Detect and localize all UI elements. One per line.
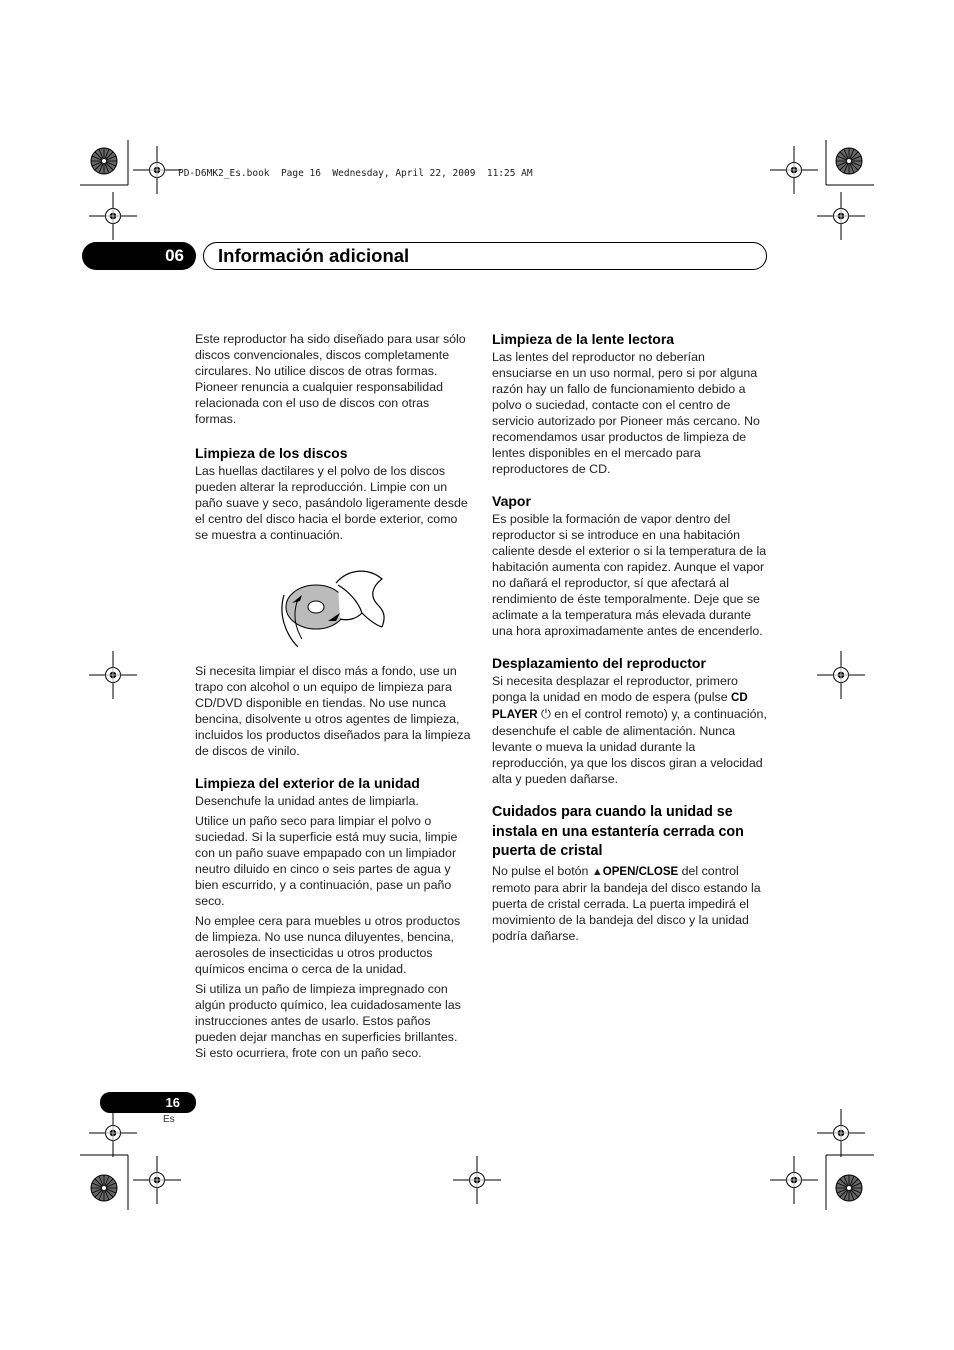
exterior-cleaning-paragraph-1: Desenchufe la unidad antes de limpiarla. (195, 794, 419, 808)
chapter-title: Información adicional (218, 245, 410, 266)
language-code: Es (163, 1114, 175, 1125)
power-icon: ⏻ (541, 707, 551, 721)
print-header: PD-D6MK2_Es.book Page 16 Wednesday, April 22, 2009 11:25 AM (178, 168, 533, 179)
heading-moving: Desplazamiento del reproductor (492, 655, 706, 671)
intro-paragraph: Este reproductor ha sido diseñado para usar sólo discos convencionales, discos completamente circulares. No utilice discos de otras formas. Pioneer renuncia a cualquier responsabilidad relacionada con el uso de discos con otras formas. (195, 332, 466, 426)
heading-vapor: Vapor (492, 493, 531, 509)
right-column (492, 331, 768, 948)
disc-cleaning-illustration (195, 547, 471, 663)
disc-cleaning-paragraph-2: Si necesita limpiar el disco más a fondo, use un trapo con alcohol o un equipo de limpieza para CD/DVD disponible en tiendas. No use nunca bencina, disolvente u otros agentes de limpieza, incluidos los productos diseñados para la limpieza de discos de vinilo. (195, 664, 471, 758)
left-column (195, 331, 471, 1065)
disc-wipe-icon (278, 565, 398, 649)
heading-disc-cleaning: Limpieza de los discos (195, 445, 348, 461)
eject-icon: ▲ (591, 865, 603, 878)
disc-cleaning-paragraph-1: Las huellas dactilares y el polvo de los discos pueden alterar la reproducción. Limpie con un paño suave y seco, pasándolo ligeramente desde el centro del disco hacia el borde exterior, como se muestra a continuación. (195, 464, 468, 542)
exterior-cleaning-paragraph-2: Utilice un paño seco para limpiar el polvo o suciedad. Si la superficie está muy sucia, limpie con un paño suave empapado con un limpiador neutro diluido en cinco o seis partes de agua y bien escurrido, y a continuación, pase un paño seco. (195, 814, 458, 908)
cd-player-key: CD PLAYER (492, 692, 748, 721)
page-number: 16 (100, 1092, 196, 1113)
heading-glass-door: Cuidados para cuando la unidad se instala en una estantería cerrada con puerta de cristal (492, 804, 744, 859)
heading-lens-cleaning: Limpieza de la lente lectora (492, 331, 675, 347)
open-close-key: OPEN/CLOSE (602, 865, 679, 878)
chapter-number-badge: 06 (82, 242, 196, 270)
exterior-cleaning-paragraph-4: Si utiliza un paño de limpieza impregnado con algún producto químico, lea cuidadosamente las instrucciones antes de usarlo. Estos paños pueden dejar manchas en superficies brillantes. Si esto ocurriera, frote con un paño seco. (195, 982, 461, 1060)
moving-paragraph: Si necesita desplazar el reproductor, primero ponga la unidad en modo de espera (pulse CD PLAYER ⏻ en el control remoto) y, a continuación, desenchufe el cable de alimentación. Nunca levante o mueva la unidad durante la reproducción, ya que los discos giran a velocidad alta y pueden dañarse. (492, 674, 767, 786)
exterior-cleaning-paragraph-3: No emplee cera para muebles u otros productos de limpieza. No use nunca diluyentes, bencina, aerosoles de insecticidas u otros productos químicos encima o cerca de la unidad. (195, 914, 461, 976)
vapor-paragraph: Es posible la formación de vapor dentro del reproductor si se introduce en una habitación caliente desde el exterior o si la temperatura de la habitación aumenta con rapidez. Aunque el vapor no dañará el reproductor, sí que afectará al rendimiento de éste temporalmente. Deje que se aclimate a la temperatura más elevada durante una hora aproximadamente antes de encenderlo. (492, 512, 767, 638)
lens-cleaning-paragraph: Las lentes del reproductor no deberían ensuciarse en un uso normal, pero si por alguna razón hay un fallo de funcionamiento debido a polvo o suciedad, contacte con el centro de servicio autorizado por Pioneer más cercano. No recomendamos usar productos de limpieza de lentes disponibles en el mercado para reproductores de CD. (492, 350, 760, 476)
glass-door-paragraph: No pulse el botón ▲OPEN/CLOSE del control remoto para abrir la bandeja del disco estando la puerta de cristal cerrada. La puerta impedirá el movimiento de la bandeja del disco y la unidad podría dañarse. (492, 863, 761, 943)
heading-exterior-cleaning: Limpieza del exterior de la unidad (195, 775, 420, 791)
